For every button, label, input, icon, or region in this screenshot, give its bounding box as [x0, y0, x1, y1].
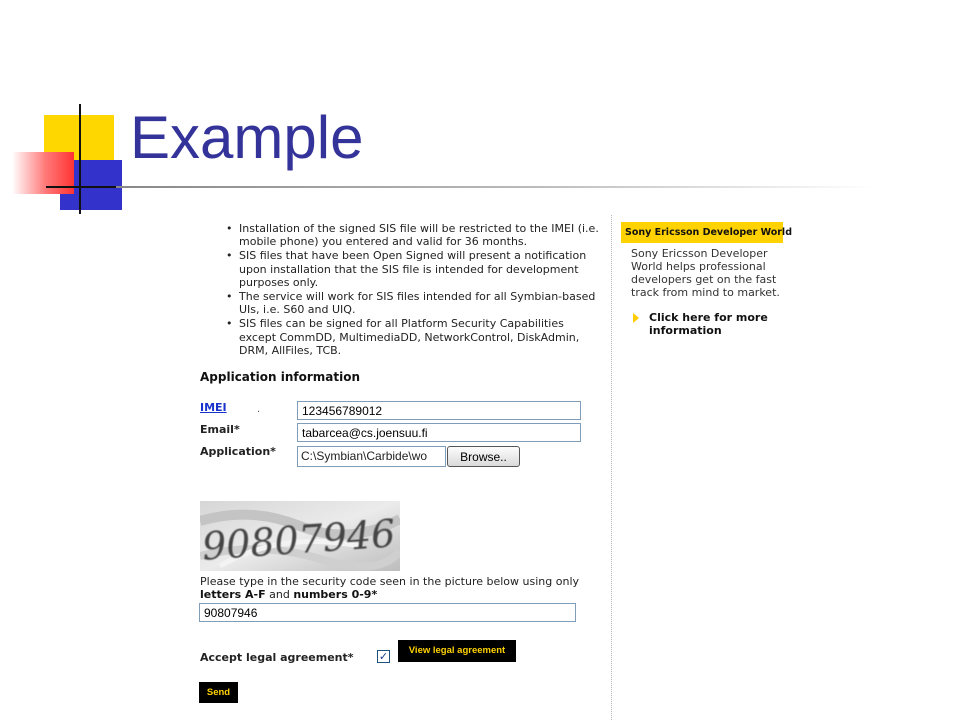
security-letters: letters A-F — [200, 588, 266, 601]
imei-help-link[interactable]: IMEI — [200, 401, 227, 414]
send-button[interactable]: Send — [199, 682, 238, 703]
application-file-input[interactable]: C:\Symbian\Carbide\wo — [297, 446, 446, 467]
legal-agreement-label: Accept legal agreement* — [200, 651, 354, 664]
security-instructions — [200, 575, 600, 601]
section-heading: Application information — [200, 370, 360, 384]
email-input[interactable] — [297, 423, 581, 442]
view-legal-agreement-button[interactable]: View legal agreement — [398, 640, 516, 662]
promo-description: Sony Ericsson Developer World helps professional developers get on the fast track from mind to market. — [631, 247, 780, 299]
imei-input[interactable] — [297, 401, 581, 420]
security-code-input[interactable] — [199, 603, 576, 622]
captcha-image — [200, 501, 400, 571]
security-numbers: numbers 0-9* — [293, 588, 378, 601]
captcha-code-text: 90807946 — [200, 511, 397, 569]
info-bullet: • The service will work for SIS files intended for all Symbian-based UIs, i.e. S60 and UIQ. — [222, 290, 602, 316]
info-bullet: • SIS files that have been Open Signed will present a notification upon installation that the SIS file is intended for development purposes only. — [222, 249, 602, 289]
browse-button[interactable]: Browse.. — [447, 446, 520, 467]
promo-heading: Sony Ericsson Developer World — [621, 222, 783, 243]
column-divider — [611, 215, 612, 720]
imei-label-dot: . — [257, 404, 261, 415]
email-label: Email* — [200, 423, 240, 436]
legal-agreement-checkbox[interactable]: ✓ — [378, 650, 389, 663]
security-and: and — [265, 588, 294, 601]
slide-title: Example — [130, 104, 364, 171]
info-bullet-list — [222, 222, 602, 358]
ornament-horizontal-line — [46, 186, 116, 188]
title-underline — [116, 186, 876, 188]
info-bullet: • Installation of the signed SIS file will be restricted to the IMEI (i.e. mobile phone) you entered and valid for 36 months. — [222, 222, 602, 248]
info-bullet: • SIS files can be signed for all Platform Security Capabilities except CommDD, MultimediaDD, NetworkControl, DiskAdmin, DRM, AllFiles, TCB. — [222, 317, 602, 357]
ornament-vertical-line — [79, 104, 81, 214]
application-label: Application* — [200, 445, 276, 458]
promo-more-info-link[interactable]: Click here for more information — [649, 311, 768, 337]
security-text-prefix: Please type in the security code seen in the picture below using only — [200, 575, 580, 588]
arrow-right-icon — [633, 313, 639, 323]
